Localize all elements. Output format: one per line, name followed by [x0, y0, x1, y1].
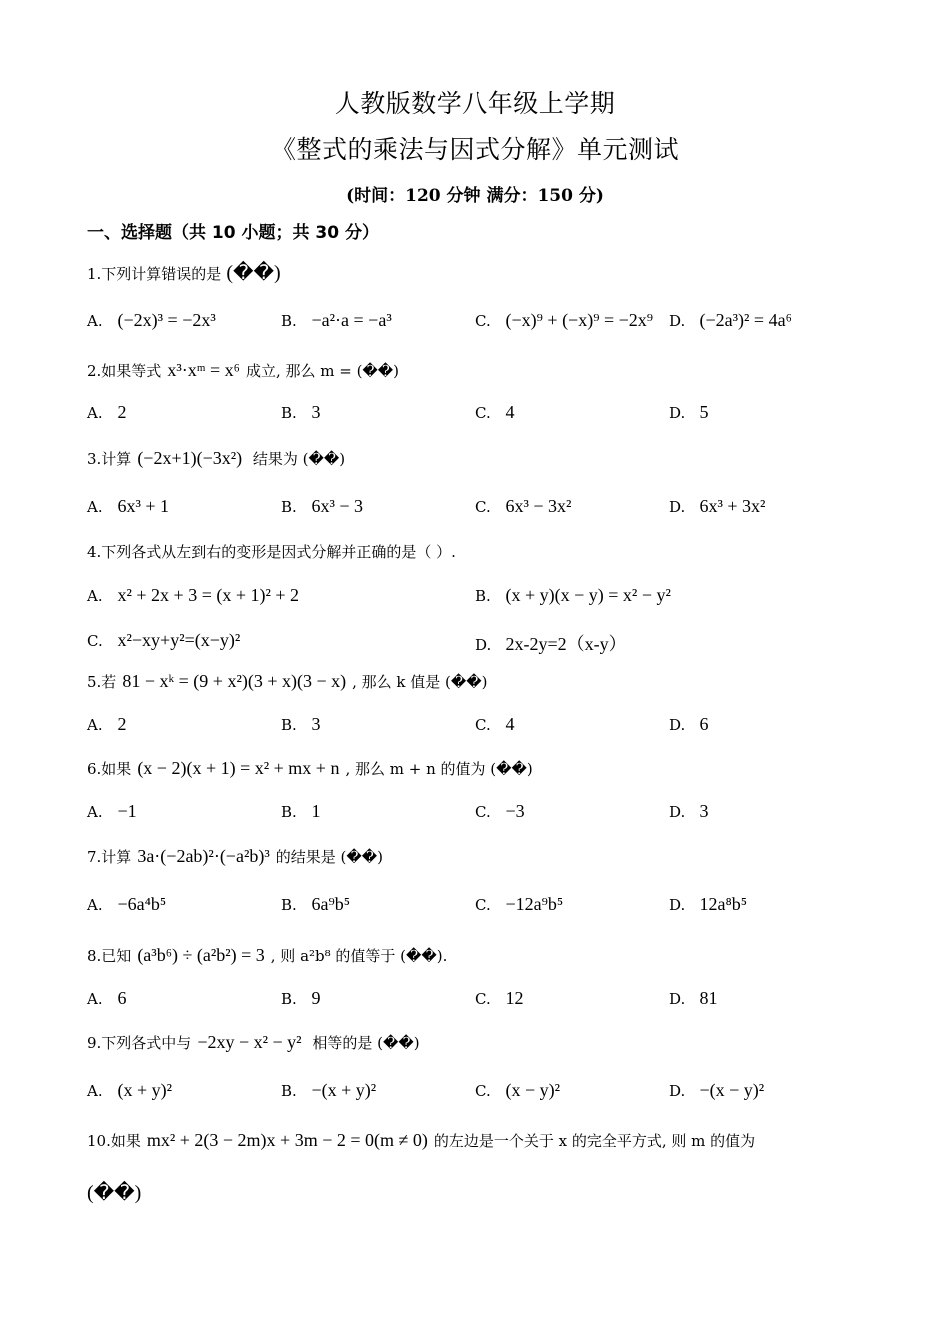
option-row	[0, 988, 950, 1014]
question-math: (a³b⁶) ÷ (a²b²) = 3	[137, 945, 265, 965]
section-heading: 一、选择题（共 10 小题；共 30 分）	[87, 223, 379, 243]
question-tail: 成立, 那么 m = (��)	[245, 362, 400, 380]
question-2-stem	[87, 360, 399, 381]
question-math: (x − 2)(x + 1) = x² + mx + n	[137, 758, 340, 778]
question-stem-text: 4.下列各式从左到右的变形是因式分解并正确的是（ ）.	[87, 543, 456, 561]
question-stem-text: 9.下列各式中与	[87, 1034, 192, 1052]
answer-option: D. (−2a³)² = 4a⁶	[669, 310, 792, 330]
answer-option: B. −(x + y)²	[281, 1080, 377, 1100]
option-row	[0, 310, 950, 336]
question-1-stem	[87, 260, 281, 285]
question-stem-text: 7.计算	[87, 848, 132, 866]
answer-option: D. −(x − y)²	[669, 1080, 765, 1100]
answer-option: C. −3	[475, 801, 525, 821]
answer-option: D. 6	[669, 714, 709, 734]
answer-option: D. 12a⁸b⁵	[669, 894, 748, 914]
answer-option: B. −a²·a = −a³	[281, 310, 392, 330]
option-row	[0, 496, 950, 522]
q10-answer-paren: (��)	[87, 1182, 142, 1204]
question-tail: 相等的是 (��)	[307, 1034, 420, 1052]
answer-option: C. 4	[475, 714, 515, 734]
option-row	[0, 585, 950, 611]
answer-option: A. (−2x)³ = −2x³	[87, 310, 216, 330]
answer-option: D. 81	[669, 988, 718, 1008]
answer-option: D. 5	[669, 402, 709, 422]
answer-option: C. x²−xy+y²=(x−y)²	[87, 630, 241, 650]
question-tail: , 则 a²b⁸ 的值等于 (��).	[270, 947, 448, 965]
question-tail: 结果为 (��)	[248, 450, 346, 468]
question-math: mx² + 2(3 − 2m)x + 3m − 2 = 0(m ≠ 0)	[146, 1130, 428, 1150]
option-row	[0, 894, 950, 920]
answer-option: B. 9	[281, 988, 321, 1008]
question-stem-text: 6.如果	[87, 760, 132, 778]
question-tail: , 那么 m + n 的值为 (��)	[345, 760, 533, 778]
option-row	[0, 630, 950, 656]
question-tail: , 那么 k 值是 (��)	[352, 673, 488, 691]
answer-option: D. 2x-2y=2（x-y）	[475, 634, 627, 654]
option-row	[0, 402, 950, 428]
question-3-stem	[87, 448, 345, 469]
answer-option: A. −6a⁴b⁵	[87, 894, 167, 914]
question-stem-text: 3.计算	[87, 450, 132, 468]
question-math: x³·xᵐ = x⁶	[167, 360, 240, 380]
answer-option: C. (−x)⁹ + (−x)⁹ = −2x⁹	[475, 310, 654, 330]
question-stem-text: 10.如果	[87, 1132, 141, 1150]
answer-option: C. 4	[475, 402, 515, 422]
question-10-stem	[87, 1130, 755, 1151]
question-4-stem	[87, 541, 456, 562]
question-8-stem	[87, 945, 447, 966]
question-stem-text: 2.如果等式	[87, 362, 162, 380]
question-5-stem	[87, 671, 488, 692]
answer-option: C. 12	[475, 988, 524, 1008]
question-tail: (��)	[221, 262, 281, 284]
question-stem-text: 1.下列计算错误的是	[87, 265, 222, 283]
answer-option: C. −12a⁹b⁵	[475, 894, 564, 914]
question-math: 81 − xᵏ = (9 + x²)(3 + x)(3 − x)	[122, 671, 347, 691]
answer-option: B. 3	[281, 714, 321, 734]
answer-option: A. (x + y)²	[87, 1080, 173, 1100]
answer-option: B. (x + y)(x − y) = x² − y²	[475, 585, 671, 605]
question-math: −2xy − x² − y²	[197, 1032, 302, 1052]
document-subtitle: 《整式的乘法与因式分解》单元测试	[270, 135, 679, 164]
answer-option: D. 6x³ + 3x²	[669, 496, 766, 516]
question-math: 3a·(−2ab)²·(−a²b)³	[137, 846, 270, 866]
document-title: 人教版数学八年级上学期	[334, 89, 616, 118]
answer-option: C. 6x³ − 3x²	[475, 496, 572, 516]
answer-option: A. 6x³ + 1	[87, 496, 170, 516]
exam-meta: (时间：120 分钟 满分：150 分)	[346, 186, 604, 206]
question-math: (−2x+1)(−3x²)	[137, 448, 243, 468]
answer-option: B. 6x³ − 3	[281, 496, 364, 516]
question-7-stem	[87, 846, 383, 867]
option-row	[0, 1080, 950, 1106]
answer-option: B. 6a⁹b⁵	[281, 894, 351, 914]
question-tail: 的结果是 (��)	[275, 848, 383, 866]
question-stem-text: 5.若	[87, 673, 117, 691]
question-9-stem	[87, 1032, 420, 1053]
question-stem-text: 8.已知	[87, 947, 132, 965]
answer-option: C. (x − y)²	[475, 1080, 561, 1100]
answer-option: A. 6	[87, 988, 127, 1008]
answer-option: A. 2	[87, 402, 127, 422]
question-6-stem	[87, 758, 533, 779]
option-row	[0, 801, 950, 827]
answer-option: A. x² + 2x + 3 = (x + 1)² + 2	[87, 585, 300, 605]
option-row	[0, 714, 950, 740]
answer-option: B. 3	[281, 402, 321, 422]
answer-option: D. 3	[669, 801, 709, 821]
answer-option: A. −1	[87, 801, 137, 821]
answer-option: B. 1	[281, 801, 321, 821]
question-tail: 的左边是一个关于 x 的完全平方式, 则 m 的值为	[433, 1132, 756, 1150]
answer-option: A. 2	[87, 714, 127, 734]
